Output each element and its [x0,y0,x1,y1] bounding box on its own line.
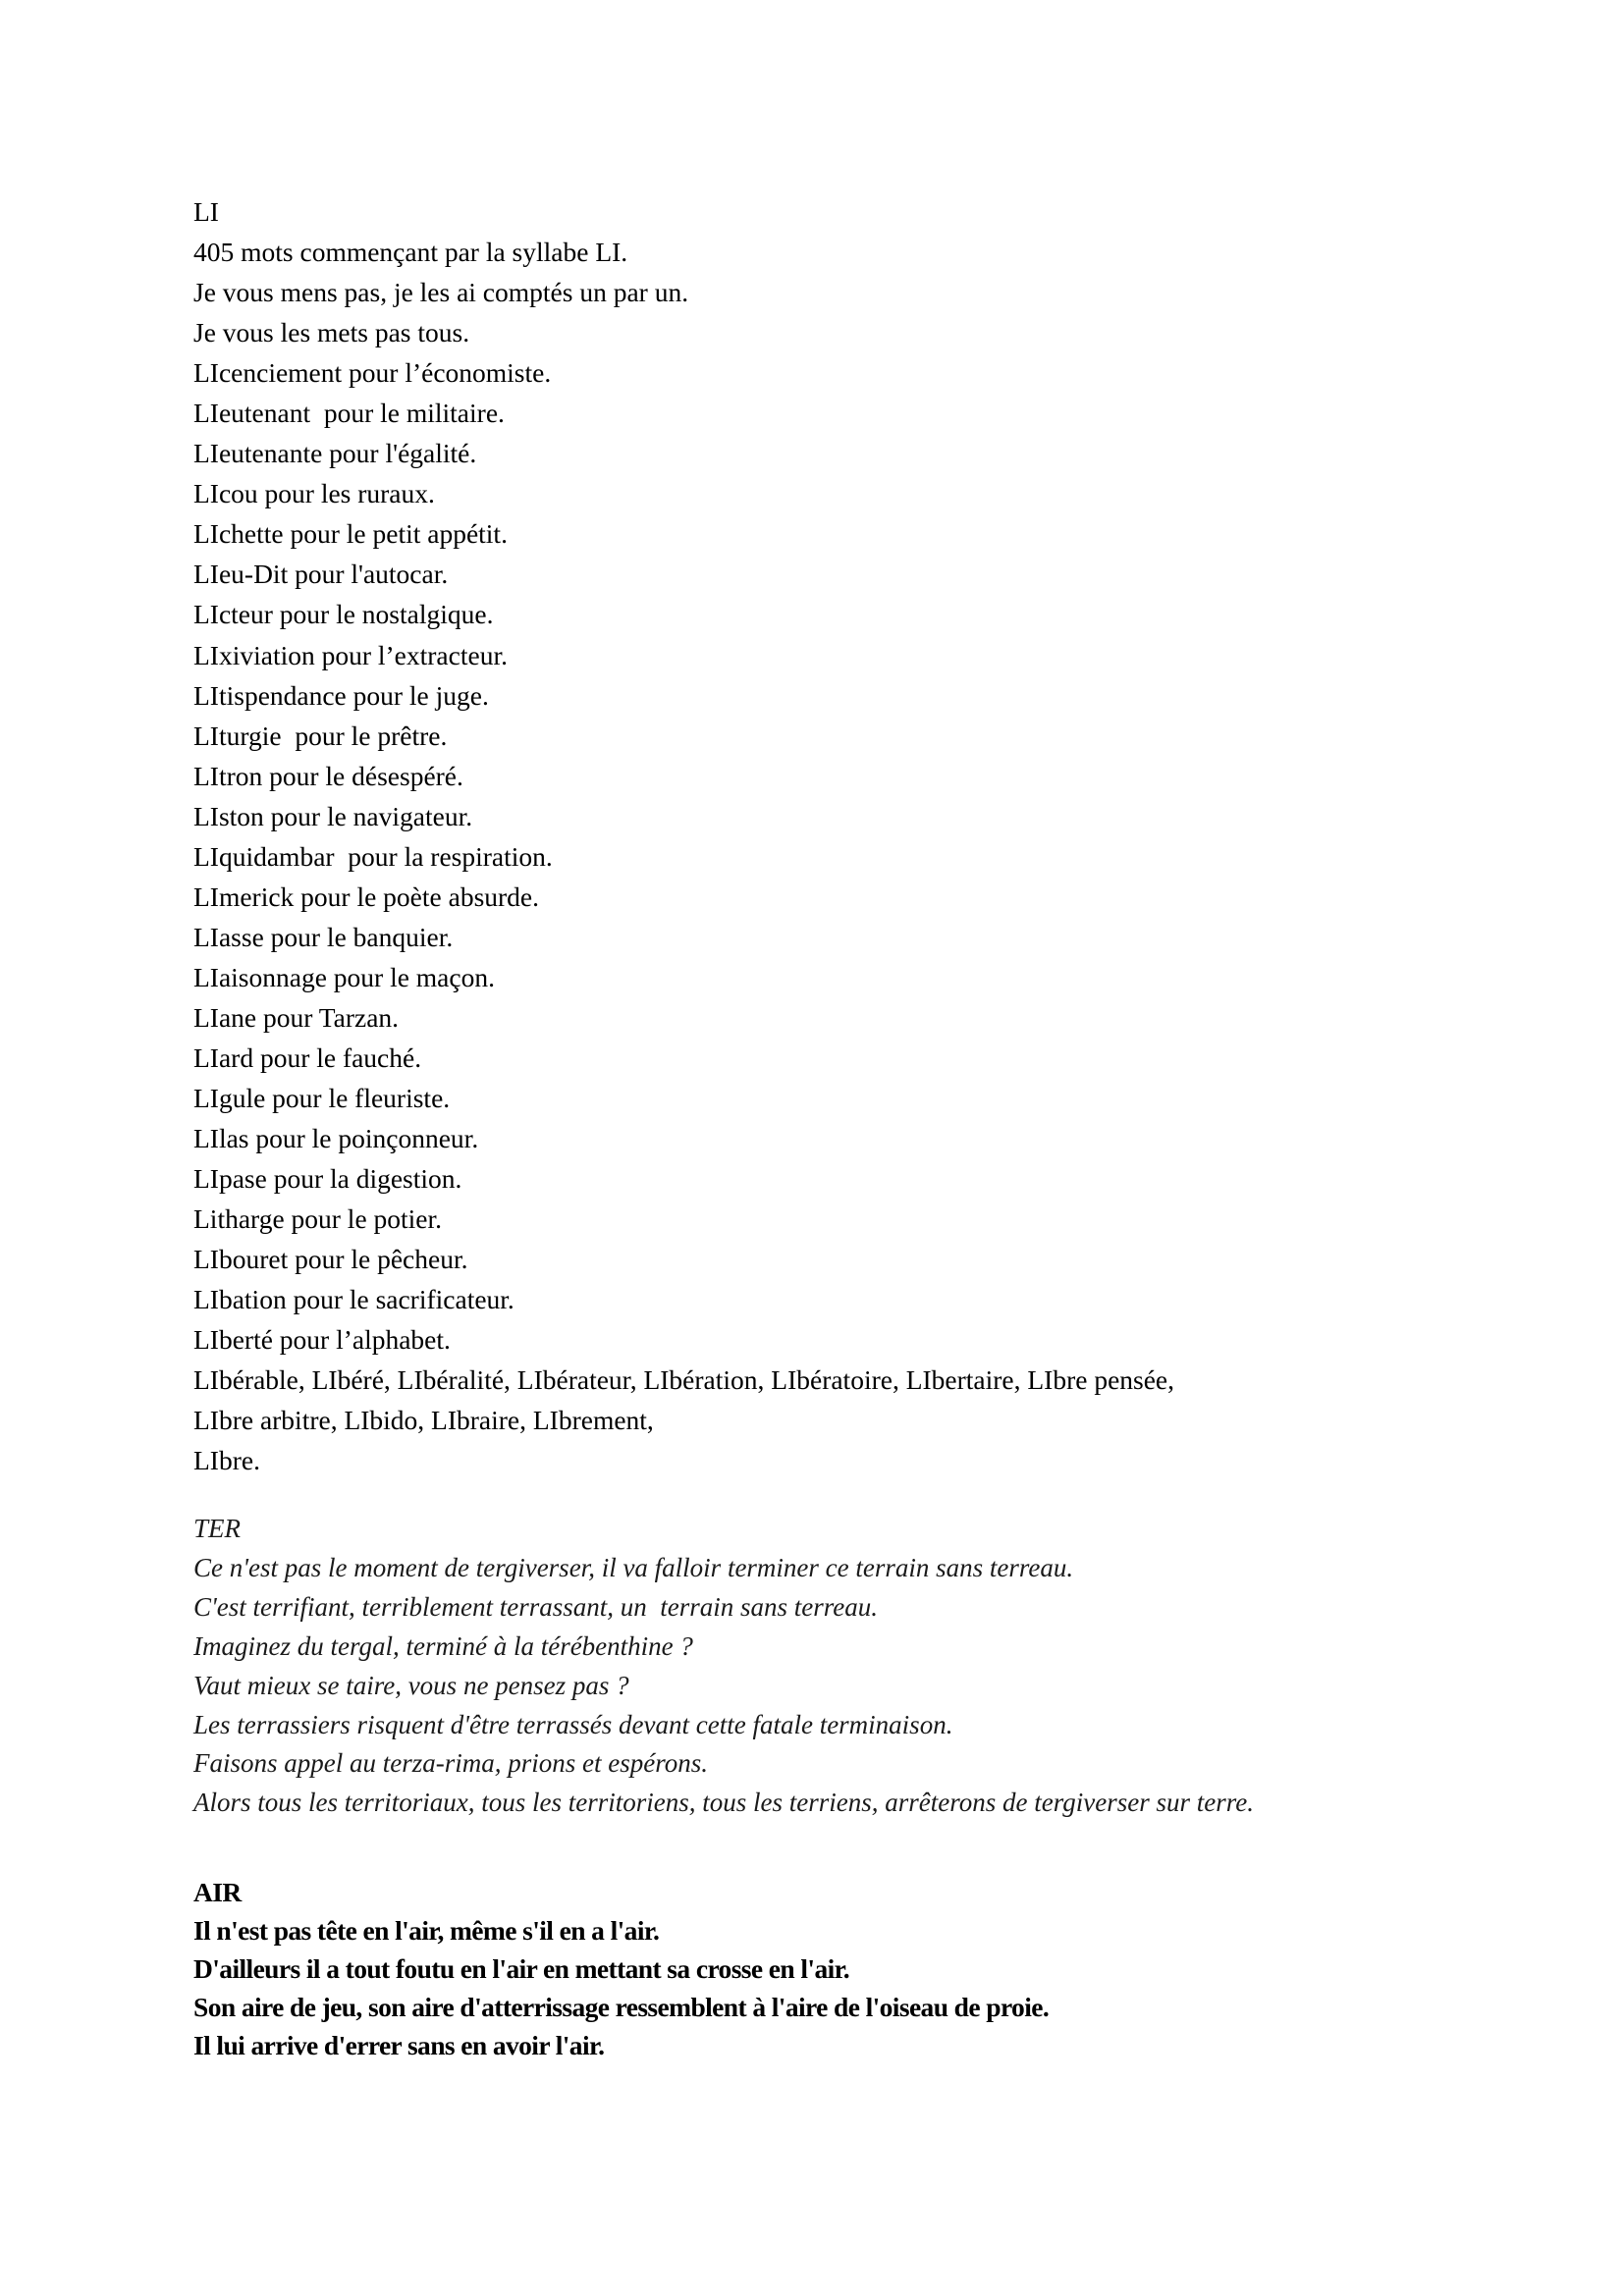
text-line: Je vous mens pas, je les ai comptés un par un. [193,277,689,308]
section-ter [193,1510,1254,1823]
text-line: Faisons appel au terza-rima, prions et espérons. [193,1748,708,1779]
text-line: LIcou pour les ruraux. [193,478,435,509]
text-line: LIcenciement pour l’économiste. [193,357,552,389]
text-line: Ce n'est pas le moment de tergiverser, il va falloir terminer ce terrain sans terreau. [193,1552,1074,1582]
text-line: Les terrassiers risquent d'être terrassés devant cette fatale terminaison. [193,1709,953,1739]
text-line: Imaginez du tergal, terminé à la térébenthine ? [193,1630,693,1661]
text-line: LIquidambar pour la respiration. [193,840,553,872]
text-line: LIasse pour le banquier. [193,921,454,952]
text-line: LIeutenant pour le militaire. [193,398,505,429]
text-line: LIbre arbitre, LIbido, LIbraire, LIbrement, [193,1405,654,1436]
text-line: LIaisonnage pour le maçon. [193,961,495,992]
text-line: LIbérable, LIbéré, LIbéralité, LIbérateur, LIbération, LIbératoire, LIbertaire, LIbre pensée, [193,1364,1175,1396]
text-line: LIchette pour le petit appétit. [193,518,508,550]
text-line: LIston pour le navigateur. [193,800,473,831]
text-line: Vaut mieux se taire, vous ne pensez pas ? [193,1670,629,1700]
section-title: LI [193,196,219,227]
section-li [193,191,1174,1481]
text-line: LIbation pour le sacrificateur. [193,1284,514,1315]
text-line: LIxiviation pour l’extracteur. [193,639,508,670]
text-line: LIgule pour le fleuriste. [193,1083,451,1114]
text-line: LIpase pour la digestion. [193,1163,462,1195]
text-line: LIberté pour l’alphabet. [193,1324,451,1356]
text-line: Litharge pour le potier. [193,1203,443,1235]
text-line: LItron pour le désespéré. [193,760,463,791]
text-line: D'ailleurs il a tout foutu en l'air en mettant sa crosse en l'air. [193,1953,849,1984]
text-line: Je vous les mets pas tous. [193,317,470,348]
text-line: LIbre. [193,1445,260,1476]
text-line: LIcteur pour le nostalgique. [193,599,494,630]
text-line: LIlas pour le poinçonneur. [193,1123,479,1154]
text-line: LIeutenante pour l'égalité. [193,438,477,469]
section-air [193,1873,1049,2064]
text-line: LIturgie pour le prêtre. [193,720,448,751]
section-title: TER [193,1514,242,1543]
text-line: Il n'est pas tête en l'air, même s'il en a l'air. [193,1915,660,1946]
section-title: AIR [193,1877,242,1907]
text-line: LIbouret pour le pêcheur. [193,1244,468,1275]
text-line: LIeu-Dit pour l'autocar. [193,559,449,590]
text-line: Son aire de jeu, son aire d'atterrissage ressemblent à l'aire de l'oiseau de proie. [193,1992,1050,2022]
text-line: LIard pour le fauché. [193,1041,422,1073]
text-line: Il lui arrive d'errer sans en avoir l'air. [193,2030,605,2060]
text-line: 405 mots commençant par la syllabe LI. [193,237,628,268]
text-line: LImerick pour le poète absurde. [193,881,540,912]
text-line: C'est terrifiant, terriblement terrassant, un terrain sans terreau. [193,1591,879,1622]
text-line: Alors tous les territoriaux, tous les territoriens, tous les terriens, arrêterons de tergiverser sur terre. [193,1788,1254,1818]
text-line: LItispendance pour le juge. [193,679,489,711]
text-line: LIane pour Tarzan. [193,1001,400,1033]
